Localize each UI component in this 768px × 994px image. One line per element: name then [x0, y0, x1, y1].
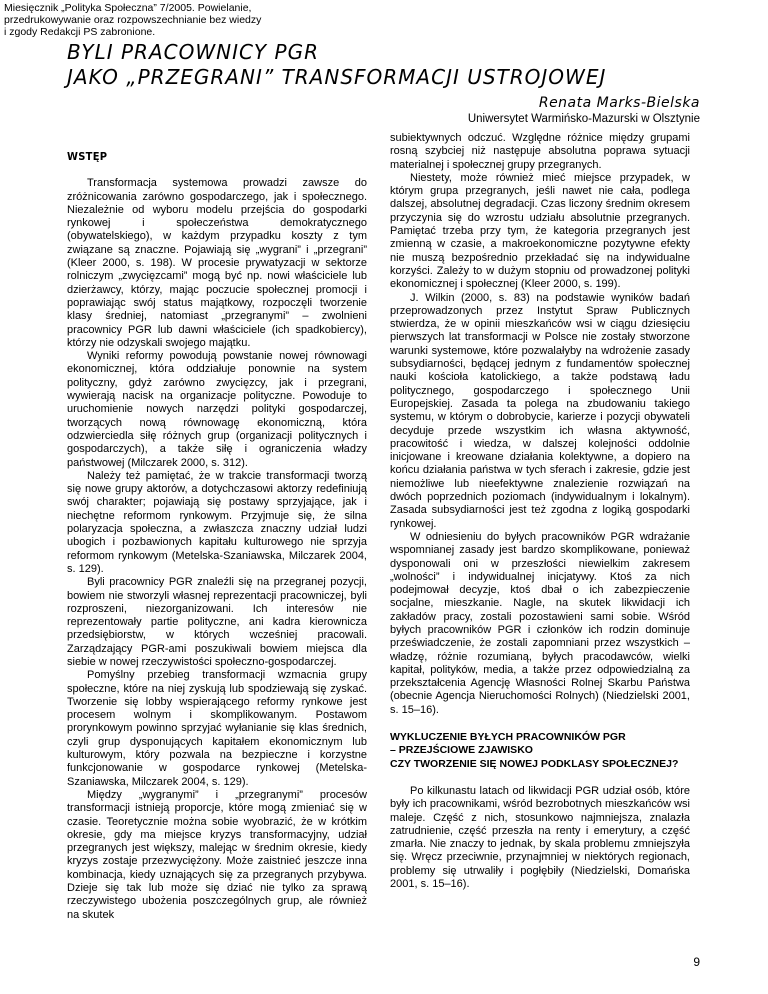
paragraph: W odniesieniu do byłych pracowników PGR wdrażanie wspomnianej zasady jest bardzo skomplikowane, ponieważ dysponowali oni w przeszłości niewielkim zakresem „wolności” i indywidualnej inicjatywy. Ktoś za nich podejmował decyzje, ktoś dbał o ich zabezpieczenie socjalne, mieszkanie. Nagle, na skutek likwidacji ich zakładów pracy, zostali pozostawieni sami sobie. Wśród byłych pracowników PGR i członków ich rodzin dominuje przeświadczenie, że zostali zapomniani przez wszystkich – władzę, różnie rozumianą, byłych pracodawców, wielki kapitał, polityków, media, a także przez odpowiedzialną za przekształcenia Agencję Własności Rolnej Skarbu Państwa (obecnie Agencja Nieruchomości Rolnych) (Niedzielski 2001, s. 15–16). — [390, 530, 690, 716]
right-column — [390, 132, 690, 891]
page-number: 9 — [693, 955, 700, 969]
paragraph: Transformacja systemowa prowadzi zawsze do zróżnicowania zarówno gospodarczego, jak i społecznego. Niezależnie od wyboru modelu przejścia do gospodarki rynkowej i społeczeństwa demokratycznego (obywatelskiego), w każdym przypadku koszty z tym związane są znaczne. Pojawiają się „wygrani” i „przegrani” (Kleer 2000, s. 198). W procesie prywatyzacji w sektorze rolniczym „zwycięzcami” mogą być np. nowi właściciele lub dzierżawcy, którzy, mając poczucie społecznej promocji i poprawiając swój status majątkowy, rozpoczęli tworzenie klasy średniej, natomiast „przegranymi” – zwolnieni pracownicy PGR lub dawni właściciele (ich spadkobiercy), którzy nie odzyskali swojego majątku. — [67, 177, 367, 349]
copyright-notice: Miesięcznik „Polityka Społeczna” 7/2005. Powielanie, przedrukowywanie oraz rozpowszechnianie bez wiedzy i zgody Redakcji PS zabronione. — [4, 2, 262, 38]
section-heading: WSTĘP — [67, 150, 108, 163]
paragraph: J. Wilkin (2000, s. 83) na podstawie wyników badań przeprowadzonych przez Instytut Spraw Publicznych stwierdza, że w opinii mieszkańców wsi w ciągu dziesięciu pierwszych lat transformacji w Polsce nie zostały stworzone warunki systemowe, które pozwalałyby na wdrożenie zasady subsydiarności, będącej jednym z fundamentów społecznej nauki kościoła katolickiego, a także podstawą ładu politycznego, gospodarczego i społecznego Unii Europejskiej. Zasada ta polega na zbudowaniu takiego systemu, w którym o dobrobycie, karierze i pozycji obywateli decyduje przede wszystkim ich własna aktywność, pracowitość i wiedza, w dalszej kolejności oddolnie inicjowane i kreowane działania kolektywne, a dopiero na końcu działania państwa w tych sferach i zakresie, gdzie jest niemożliwe lub nieefektywne znalezienie rozwiązań na dwóch poprzednich poziomach (indywidualnym i lokalnym). Zasada subsydiarności jest też zgodna z logiką gospodarki rynkowej. — [390, 291, 690, 530]
paragraph: Po kilkunastu latach od likwidacji PGR udział osób, które były ich pracownikami, wśród bezrobotnych mieszkańców wsi maleje. Część z nich, stosunkowo najmniejsza, znalazła zatrudnienie, część przeszła na renty i emerytury, a część zmarła. Nie znaczy to jednak, by skala problemu zmniejszyła się. Wręcz przeciwnie, przynajmniej w niektórych regionach, problemy się utrwaliły i pogłębiły (Niedzielski, Domańska 2001, s. 15–16). — [390, 784, 690, 891]
paragraph: Niestety, może również mieć miejsce przypadek, w którym grupa przegranych, jeśli nawet nie cała, podlega dalszej, absolutnej degradacji. Czas liczony średnim okresem przyczynia się do wzrostu udziału absolutnie przegranych. Pamiętać trzeba przy tym, że kategoria przegranych jest zmienną w czasie, a makroekonomiczne pozytywne efekty nie muszą bezpośrednio przekładać się na indywidualne korzyści. Zależy to w dużym stopniu od prowadzonej polityki ekonomicznej i społecznej (Kleer 2000, s. 199). — [390, 171, 690, 291]
paragraph: Wyniki reformy powodują powstanie nowej równowagi ekonomicznej, która oddziałuje ponownie na system polityczny, gdyż zarówno zwycięzcy, jak i przegrani, wywierają nacisk na organizacje polityczne. Powoduje to uruchomienie nowych narzędzi polityki gospodarczej, tworzących nową równowagę ekonomiczną, która odzwierciedla siłę różnych grup (organizacji politycznych i gospodarczych), a także siłę i ograniczenia władzy państwowej (Milczarek 2000, s. 312). — [67, 350, 367, 469]
paragraph: subiektywnych odczuć. Względne różnice między grupami rosną szybciej niż następuje absolutna poprawa sytuacji materialnej i społecznej grupy przegranych. — [390, 132, 690, 171]
author-name: Renata Marks-Bielska — [538, 95, 700, 111]
paragraph: Byli pracownicy PGR znaleźli się na przegranej pozycji, bowiem nie stworzyli własnej reprezentacji pracowniczej, byli rozproszeni, niezorganizowani. Ich interesów nie reprezentowały partie polityczne, ani kadra kierownicza przedsiębiorstw, w których wcześniej pracowali. Zarządzający PGR-ami poszukiwali bowiem miejsca dla siebie w nowej rzeczywistości społeczno-gospodarczej. — [67, 576, 367, 668]
left-column — [67, 150, 367, 922]
paragraph: Pomyślny przebieg transformacji wzmacnia grupy społeczne, które na niej zyskują lub spodziewają się zyskać. Tworzenie się lobby wspierającego reformy rynkowe jest procesem wolnym i skomplikowanym. Postawom prorynkowym powinno sprzyjać wyłanianie się klas średnich, czyli grup dysponujących kapitałem ekonomicznym lub kulturowym, który pozwala na bezpieczne i korzystne funkcjonowanie w gospodarce rynkowej (Metelska-Szaniawska, Milczarek 2004, s. 129). — [67, 669, 367, 788]
paragraph: Należy też pamiętać, że w trakcie transformacji tworzą się nowe grupy aktorów, a dotychczasowi aktorzy redefiniują swój charakter; pojawiają się postawy sprzyjające, jak i niechętne reformom rynkowym. Przyjmuje się, że silna polaryzacja społeczna, a zwłaszcza znaczny udział ludzi ubogich i pozbawionych kapitału kulturowego nie sprzyja reformom rynkowym (Metelska-Szaniawska, Milczarek 2004, s. 129). — [67, 469, 367, 575]
article-title: BYLI PRACOWNICY PGR JAKO „PRZEGRANI” TRANSFORMACJI USTROJOWEJ — [67, 40, 607, 89]
author-affiliation: Uniwersytet Warmińsko-Mazurski w Olsztynie — [467, 113, 700, 125]
subsection-heading: WYKLUCZENIE BYŁYCH PRACOWNIKÓW PGR – PRZEJŚCIOWE ZJAWISKO CZY TWORZENIE SIĘ NOWEJ PODKLASY SPOŁECZNEJ? — [390, 731, 679, 770]
paragraph: Między „wygranymi” i „przegranymi” procesów transformacji istnieją proporcje, które mogą zmieniać się w czasie. Teoretycznie można sobie wyobrazić, że w krótkim okresie, gdy ma miejsce kryzys transformacyjny, udział przegranych jest większy, malejąc w średnim okresie, kiedy kryzys zostaje przezwyciężony. Może zaistnieć jeszcze inna kombinacja, kiedy uznających się za przegranych przybywa. Dzieje się tak lub może się dziać nie tylko za sprawą rzeczywistego ubożenia poszczególnych grup, ale również na skutek — [67, 788, 367, 921]
